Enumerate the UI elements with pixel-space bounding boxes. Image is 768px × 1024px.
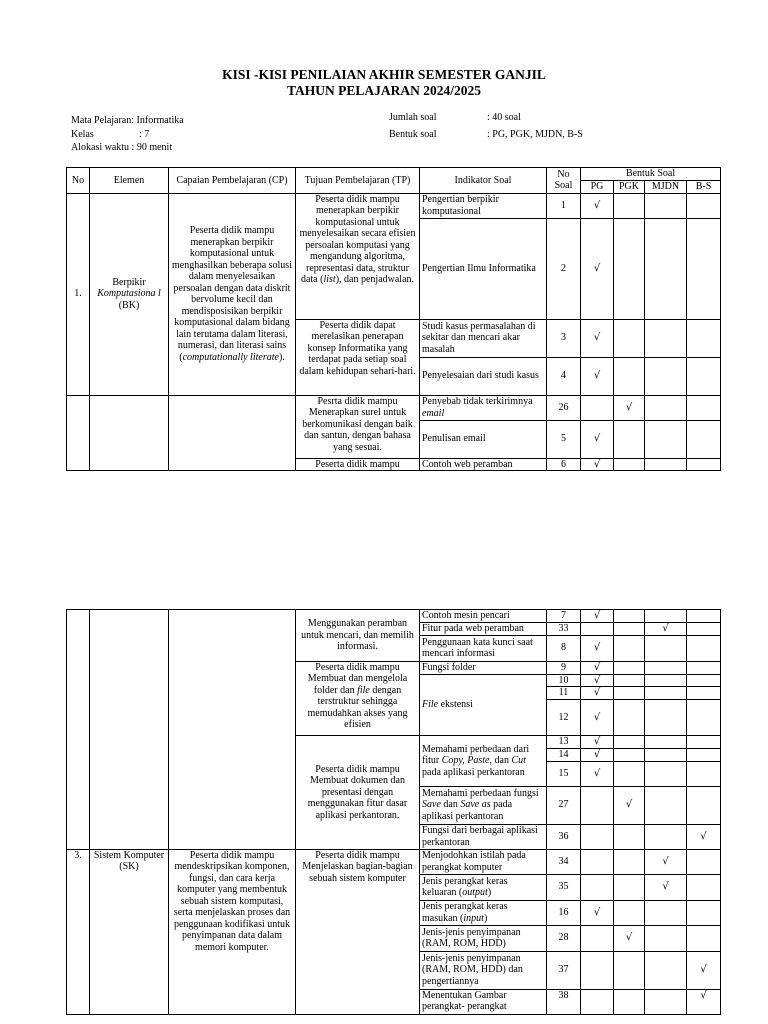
pg-check: √ <box>581 357 614 395</box>
mjdn-cell <box>645 218 687 319</box>
indikator-cell: Pengertian berpikir komputasional <box>420 193 547 218</box>
indikator-text: Penyebab tidak terkirimnya <box>422 396 533 407</box>
indikator-text: Jenis perangkat keras keluaran ( <box>422 875 508 898</box>
pgk-cell <box>614 661 645 674</box>
tp-cell: Menggunakan peramban untuk mencari, dan memilih informasi. <box>296 610 420 662</box>
mjdn-cell <box>645 786 687 824</box>
indikator-italic: email <box>422 407 445 419</box>
indikator-cell <box>420 786 547 824</box>
indikator-text: dan <box>492 755 512 766</box>
kelas-label: Kelas <box>71 129 94 140</box>
tp-text: Peserta didik mampu menerapkan berpikir komputasional untuk menyelesaikan secara efisien persoalan komputasi yang mengandung algoritma, representasi data, struktur data ( <box>299 193 416 285</box>
mjdn-cell <box>645 395 687 420</box>
indikator-cell <box>420 395 547 420</box>
mjdn-cell <box>645 319 687 357</box>
pg-check: √ <box>581 193 614 218</box>
pg-cell <box>581 989 614 1014</box>
indikator-text: dan <box>440 799 461 811</box>
pg-check: √ <box>581 900 614 925</box>
mjdn-check: √ <box>645 622 687 635</box>
no-soal-cell: 34 <box>547 849 581 874</box>
pg-cell <box>581 395 614 420</box>
pg-check: √ <box>581 700 614 736</box>
pgk-check: √ <box>614 925 645 951</box>
tp-cell: Peserta didik dapat merelasikan penerapan konsep Informatika yang terdapat pada setiap soal dalam kehidupan sehari-hari. <box>296 319 420 395</box>
pgk-cell <box>614 761 645 786</box>
bs-cell <box>687 218 721 319</box>
cp-italic: computationally literate <box>182 351 279 363</box>
pgk-cell <box>614 458 645 471</box>
pg-check: √ <box>581 661 614 674</box>
page-subtitle: TAHUN PELAJARAN 2024/2025 <box>286 83 481 98</box>
no-soal-cell: 5 <box>547 420 581 458</box>
elemen-cell <box>90 193 169 395</box>
mjdn-cell <box>645 951 687 989</box>
indikator-text: pada aplikasi perkantoran <box>422 799 513 822</box>
mjdn-cell <box>645 610 687 623</box>
pgk-cell <box>614 824 645 849</box>
bs-cell <box>687 622 721 635</box>
no-soal-cell: 7 <box>547 610 581 623</box>
pg-check: √ <box>581 687 614 700</box>
tp-cell: Peserta didik mampu Membuat dokumen dan presentasi dengan menggunakan fitur dasar aplikasi perkantoran. <box>296 736 420 850</box>
indikator-italic: Save as <box>460 799 491 811</box>
indikator-cell: Penyelesaian dari studi kasus <box>420 357 547 395</box>
pg-check: √ <box>581 761 614 786</box>
row-number: 3. <box>67 849 90 1014</box>
pgk-cell <box>614 849 645 874</box>
header-tp: Tujuan Pembelajaran (TP) <box>296 168 420 194</box>
no-soal-cell: 2 <box>547 218 581 319</box>
cp-cell <box>169 395 296 471</box>
row-number <box>67 395 90 471</box>
bs-cell <box>687 748 721 761</box>
tp-cell: Peserta didik mampu <box>296 458 420 471</box>
mjdn-cell <box>645 458 687 471</box>
indikator-italic: output <box>462 887 488 898</box>
cp-cell <box>169 193 296 395</box>
pg-cell <box>581 786 614 824</box>
row-number <box>67 610 90 850</box>
indikator-italic: Cut <box>511 755 526 766</box>
indikator-cell: Menentukan Gambar perangkat- perangkat <box>420 989 547 1014</box>
indikator-cell: Studi kasus permasalahan di sekitar dan mencari akar masalah <box>420 319 547 357</box>
indikator-cell: Penggunaan kata kunci saat mencari informasi <box>420 635 547 661</box>
bs-cell <box>687 786 721 824</box>
pgk-cell <box>614 610 645 623</box>
indikator-cell <box>420 736 547 787</box>
bs-cell <box>687 900 721 925</box>
no-soal-cell: 37 <box>547 951 581 989</box>
pgk-cell <box>614 319 645 357</box>
indikator-text: ekstensi <box>438 699 473 710</box>
bs-cell <box>687 736 721 749</box>
indikator-cell: Fungsi folder <box>420 661 547 674</box>
mjdn-cell <box>645 824 687 849</box>
indikator-italic: File <box>422 699 439 710</box>
header-cp: Capaian Pembelajaran (CP) <box>169 168 296 194</box>
mjdn-cell <box>645 661 687 674</box>
indikator-cell: Contoh mesin pencari <box>420 610 547 623</box>
no-soal-cell: 16 <box>547 900 581 925</box>
pg-check: √ <box>581 736 614 749</box>
indikator-italic: input <box>463 912 484 924</box>
indikator-cell <box>420 874 547 900</box>
no-soal-cell: 27 <box>547 786 581 824</box>
header-no: No <box>67 168 90 194</box>
mjdn-cell <box>645 357 687 395</box>
indikator-italic: Save <box>422 799 441 811</box>
header-mjdn: MJDN <box>645 180 687 193</box>
indikator-cell: Menjodohkan istilah pada perangkat komputer <box>420 849 547 874</box>
pgk-cell <box>614 900 645 925</box>
mapel-label: Mata Pelajaran: Informatika <box>71 115 184 126</box>
indikator-cell: Fitur pada web peramban <box>420 622 547 635</box>
bs-cell <box>687 661 721 674</box>
bs-cell <box>687 420 721 458</box>
bs-cell <box>687 925 721 951</box>
pg-cell <box>581 622 614 635</box>
no-soal-cell: 36 <box>547 824 581 849</box>
tp-cell: Peserta didik mampu Menjelaskan bagian-bagian sebuah sistem komputer <box>296 849 420 1014</box>
bs-cell <box>687 700 721 736</box>
indikator-cell <box>420 900 547 925</box>
bs-cell <box>687 849 721 874</box>
pg-check: √ <box>581 218 614 319</box>
cp-text: Peserta didik mampu menerapkan berpikir komputasional untuk menghasilkan beberapa solusi dalam menyelesaikan persoalan dengan data diskrit bervolume kecil dan mendisposisikan berpikir komputasional dalam bidang lain terutama dalam literasi, numerasi, dan literasi sains ( <box>172 225 292 363</box>
elemen-cell <box>90 610 169 850</box>
pg-cell <box>581 824 614 849</box>
no-soal-cell: 33 <box>547 622 581 635</box>
no-soal-cell: 6 <box>547 458 581 471</box>
cp-cell <box>169 610 296 850</box>
no-soal-cell: 10 <box>547 674 581 687</box>
tp-cell: Pesrta didik mampu Menerapkan surel untuk berkomunikasi dengan baik dan santun, dengan bahasa yang sesuai. <box>296 395 420 458</box>
jumlah-value: : 40 soal <box>487 112 521 123</box>
alokasi-label: Alokasi waktu : 90 menit <box>71 142 173 153</box>
no-soal-cell: 4 <box>547 357 581 395</box>
kelas-value: : 7 <box>139 129 150 140</box>
kisi-table-2 <box>66 609 721 1015</box>
pg-cell <box>581 874 614 900</box>
bs-cell <box>687 357 721 395</box>
bs-check: √ <box>687 824 721 849</box>
pg-check: √ <box>581 674 614 687</box>
indikator-cell: Penulisan email <box>420 420 547 458</box>
no-soal-cell: 28 <box>547 925 581 951</box>
bs-check: √ <box>687 951 721 989</box>
indikator-text: Memahami perbedaan dari fitur <box>422 743 530 766</box>
cp-end: ). <box>278 351 285 363</box>
header-bentuk-soal: Bentuk Soal <box>581 168 721 181</box>
indikator-text: Memahami perbedaan fungsi <box>422 787 539 799</box>
pg-check: √ <box>581 635 614 661</box>
mjdn-cell <box>645 900 687 925</box>
bs-check: √ <box>687 989 721 1014</box>
pgk-cell <box>614 635 645 661</box>
bs-cell <box>687 874 721 900</box>
pgk-cell <box>614 748 645 761</box>
elemen-cell <box>90 395 169 471</box>
tp-text: Peserta didik mampu Membuat dan mengelola folder dan <box>307 661 408 696</box>
pgk-check: √ <box>614 395 645 420</box>
no-soal-cell: 3 <box>547 319 581 357</box>
mjdn-cell <box>645 925 687 951</box>
indikator-cell: Fungsi dari berbagai aplikasi perkantoran <box>420 824 547 849</box>
pgk-cell <box>614 674 645 687</box>
indikator-italic: Copy, Paste, <box>441 755 492 766</box>
bentuk-label: Bentuk soal <box>389 129 437 140</box>
header-pg: PG <box>581 180 614 193</box>
indikator-cell: Pengertian Ilmu Informatika <box>420 218 547 319</box>
mjdn-cell <box>645 736 687 749</box>
no-soal-cell: 8 <box>547 635 581 661</box>
bs-cell <box>687 687 721 700</box>
kelas-line <box>71 128 149 141</box>
header-indikator: Indikator Soal <box>420 168 547 194</box>
tp-italic: file <box>357 684 370 696</box>
no-soal-cell: 9 <box>547 661 581 674</box>
tp-cell <box>296 661 420 736</box>
pgk-cell <box>614 874 645 900</box>
bs-cell <box>687 610 721 623</box>
elemen-cell: Sistem Komputer (SK) <box>90 849 169 1014</box>
pg-cell <box>581 925 614 951</box>
pgk-cell <box>614 700 645 736</box>
pg-check: √ <box>581 420 614 458</box>
pg-check: √ <box>581 610 614 623</box>
indikator-text: ) <box>483 912 488 924</box>
indikator-cell <box>420 674 547 736</box>
pg-check: √ <box>581 748 614 761</box>
pgk-cell <box>614 989 645 1014</box>
pgk-cell <box>614 357 645 395</box>
header-pgk: PGK <box>614 180 645 193</box>
pgk-cell <box>614 736 645 749</box>
tp-text-end: ), dan penjadwalan. <box>335 274 415 285</box>
no-soal-cell: 12 <box>547 700 581 736</box>
header-elemen: Elemen <box>90 168 169 194</box>
elemen-code: (BK) <box>118 299 140 311</box>
no-soal-cell: 14 <box>547 748 581 761</box>
no-soal-cell: 38 <box>547 989 581 1014</box>
bs-cell <box>687 395 721 420</box>
indikator-cell: Contoh web peramban <box>420 458 547 471</box>
bs-cell <box>687 635 721 661</box>
tp-cell <box>296 193 420 319</box>
bs-cell <box>687 193 721 218</box>
pg-cell <box>581 849 614 874</box>
mjdn-cell <box>645 674 687 687</box>
kisi-table-1 <box>66 167 721 471</box>
header-bs: B-S <box>687 180 721 193</box>
pgk-cell <box>614 951 645 989</box>
mjdn-cell <box>645 761 687 786</box>
no-soal-cell: 15 <box>547 761 581 786</box>
indikator-text: Jenis perangkat keras masukan ( <box>422 901 508 924</box>
mjdn-cell <box>645 748 687 761</box>
pgk-cell <box>614 193 645 218</box>
mjdn-cell <box>645 687 687 700</box>
header-no-soal: No Soal <box>547 168 581 194</box>
page-title: KISI -KISI PENILAIAN AKHIR SEMESTER GANJIL <box>222 67 546 82</box>
bentuk-value: : PG, PGK, MJDN, B-S <box>487 129 583 140</box>
pgk-check: √ <box>614 786 645 824</box>
mjdn-check: √ <box>645 874 687 900</box>
pgk-cell <box>614 622 645 635</box>
indikator-cell: Jenis-jenis penyimpanan (RAM, ROM, HDD) dan pengertiannya <box>420 951 547 989</box>
no-soal-cell: 35 <box>547 874 581 900</box>
indikator-text: pada aplikasi perkantoran <box>422 766 525 778</box>
no-soal-cell: 11 <box>547 687 581 700</box>
bs-cell <box>687 761 721 786</box>
mjdn-cell <box>645 420 687 458</box>
pgk-cell <box>614 687 645 700</box>
mjdn-cell <box>645 635 687 661</box>
pgk-cell <box>614 420 645 458</box>
pg-cell <box>581 951 614 989</box>
jumlah-line <box>389 111 521 124</box>
elemen-italic: Komputasiona l <box>97 288 161 300</box>
tp-italic: list <box>323 274 336 285</box>
pgk-cell <box>614 218 645 319</box>
row-number: 1. <box>67 193 90 395</box>
cp-cell: Peserta didik mampu mendeskripsikan komponen, fungsi, dan cara kerja komputer yang membentuk sebuah sistem komputasi, serta menjelaskan proses dan penggunaan kodifikasi untuk penyimpanan data dalam memori komputer. <box>169 849 296 1014</box>
elemen-text: Berpikir <box>112 276 146 288</box>
mjdn-check: √ <box>645 849 687 874</box>
pg-check: √ <box>581 319 614 357</box>
bentuk-line <box>389 128 583 141</box>
jumlah-label: Jumlah soal <box>389 112 437 123</box>
mjdn-cell <box>645 989 687 1014</box>
indikator-cell: Jenis-jenis penyimpanan (RAM, ROM, HDD) <box>420 925 547 951</box>
mjdn-cell <box>645 700 687 736</box>
no-soal-cell: 1 <box>547 193 581 218</box>
pg-check: √ <box>581 458 614 471</box>
bs-cell <box>687 674 721 687</box>
no-soal-cell: 13 <box>547 736 581 749</box>
mjdn-cell <box>645 193 687 218</box>
no-soal-cell: 26 <box>547 395 581 420</box>
tp-text-end: dengan terstruktur sehingga memudahkan akses yang efisien <box>307 684 408 730</box>
bs-cell <box>687 458 721 471</box>
bs-cell <box>687 319 721 357</box>
indikator-text: ) <box>487 887 492 898</box>
